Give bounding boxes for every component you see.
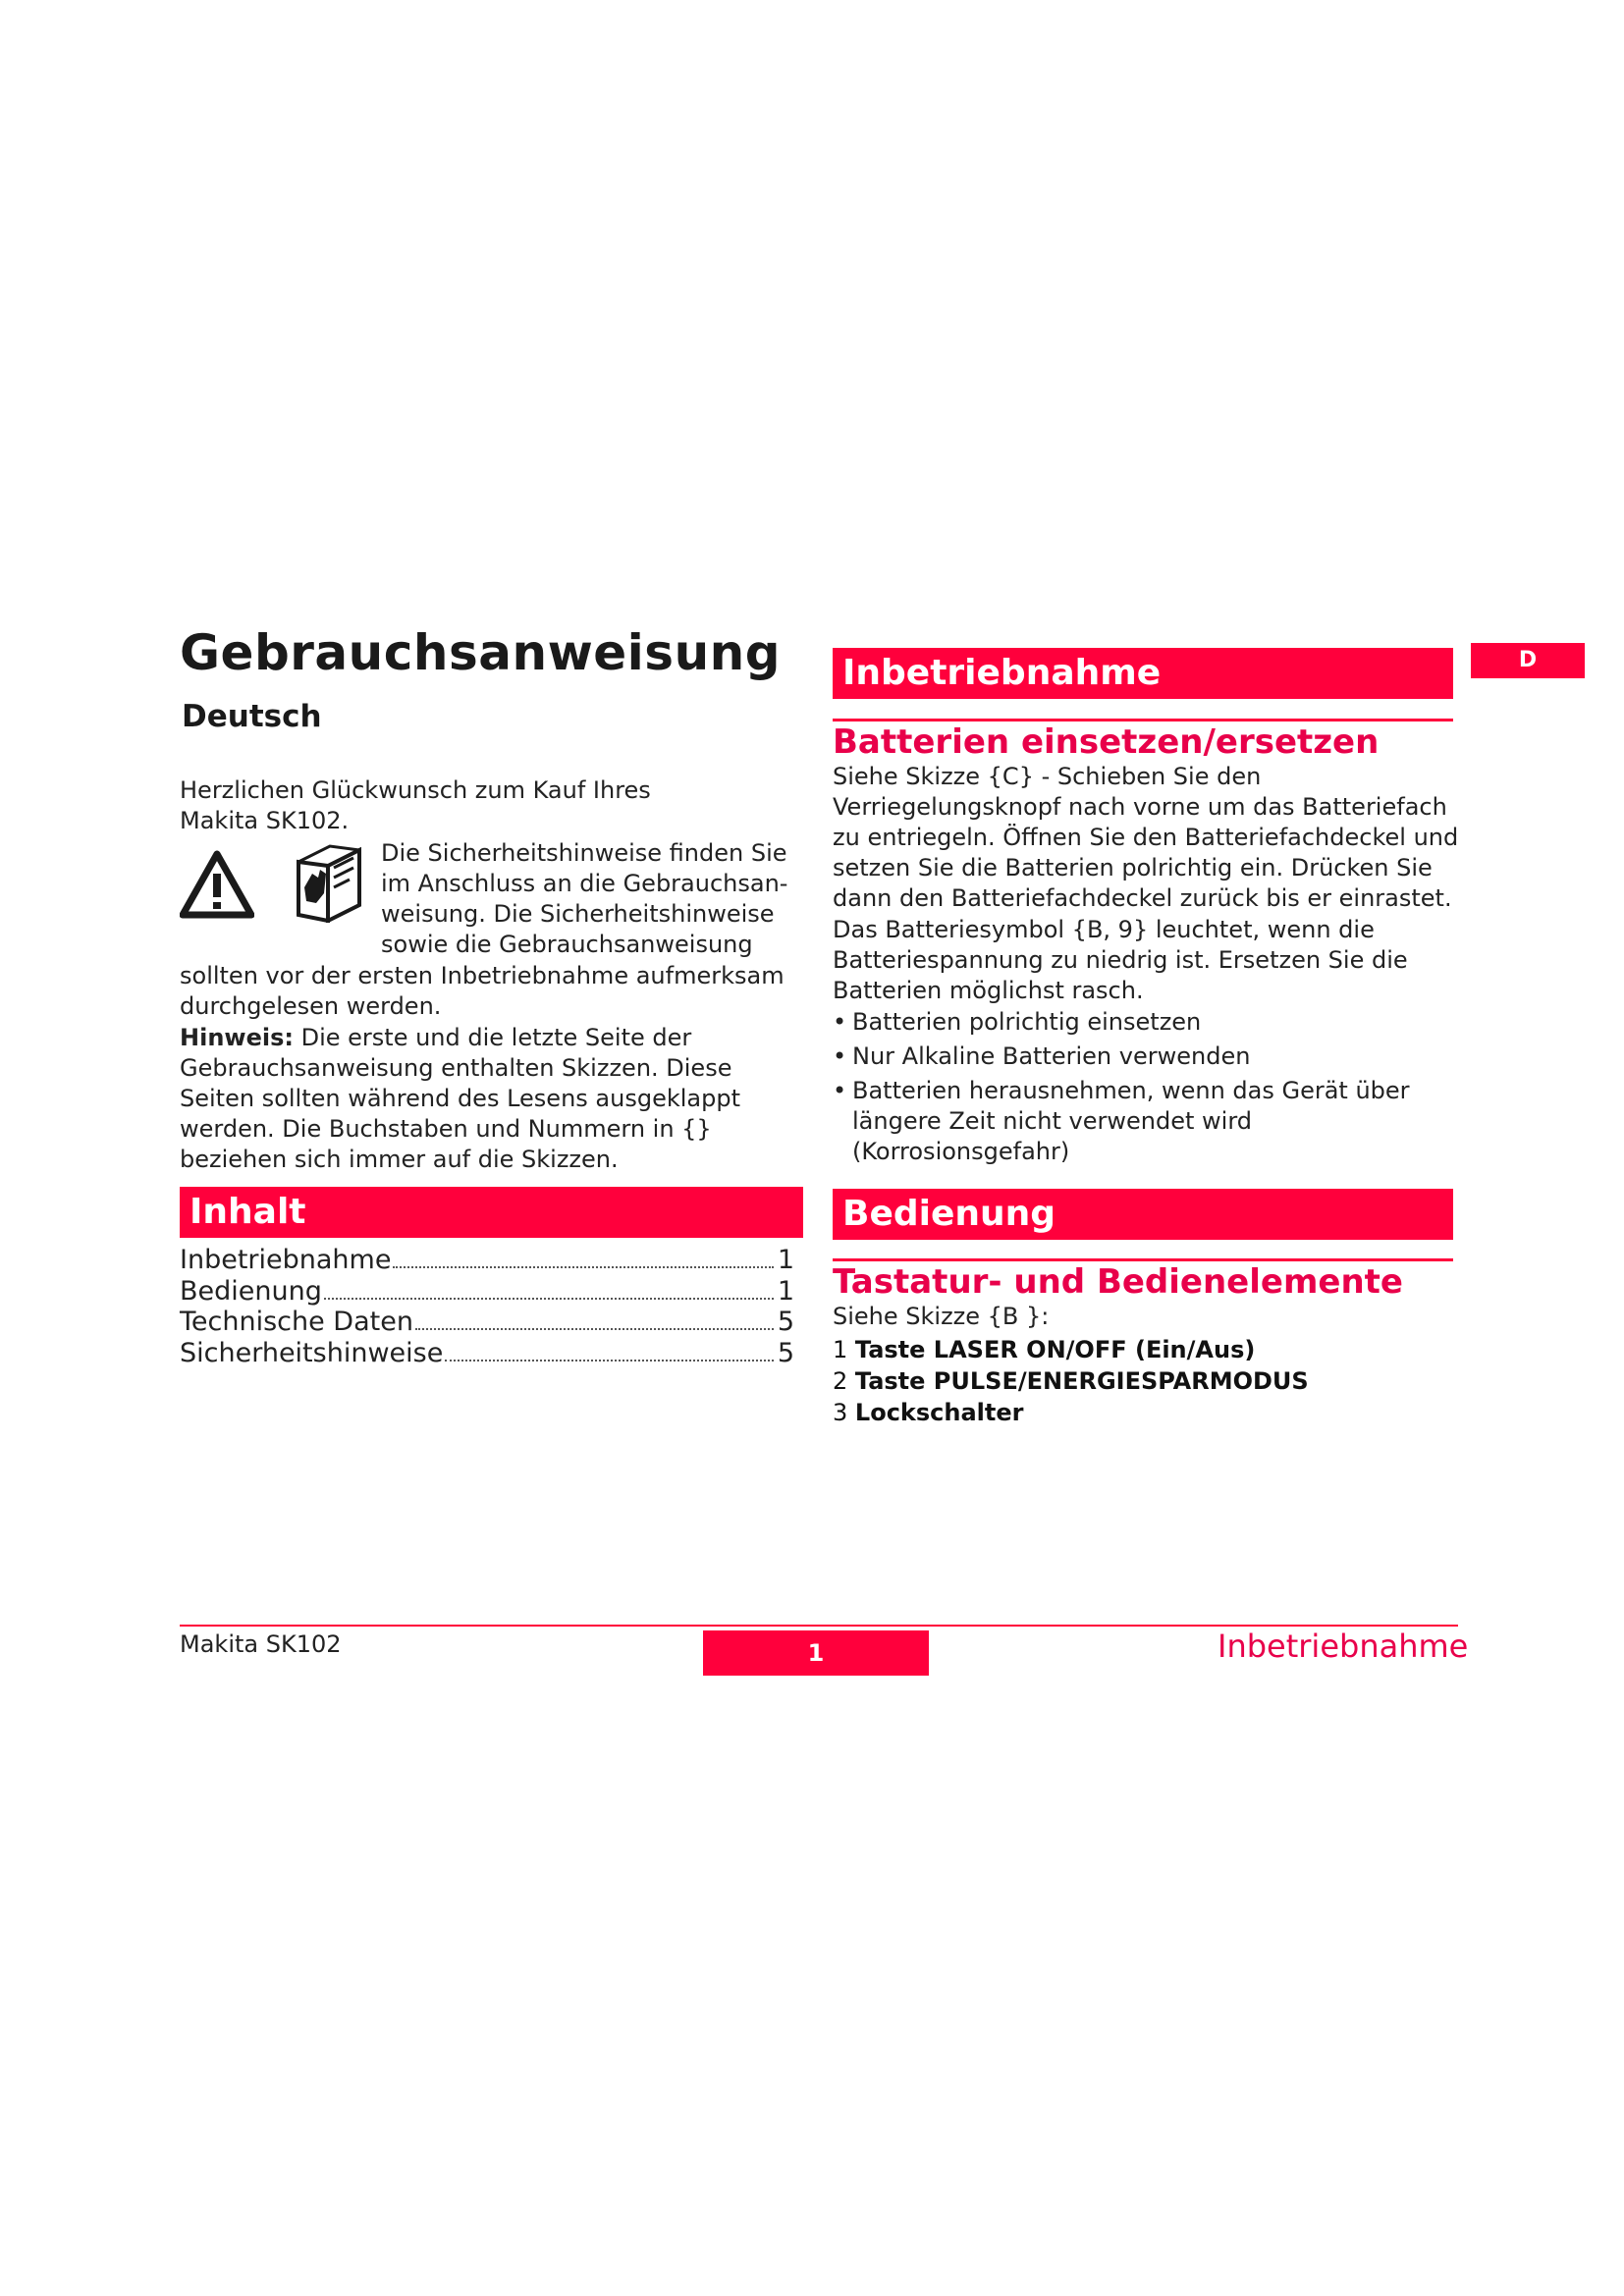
- keypad-item-label: Taste LASER ON/OFF (Ein/Aus): [854, 1336, 1256, 1363]
- toc-entry-sicherheitshinweise[interactable]: [180, 1338, 794, 1369]
- toc-leader: [445, 1360, 774, 1362]
- subsection-rule: [833, 719, 1453, 721]
- keypad-item-label: Taste PULSE/ENERGIESPARMODUS: [854, 1367, 1309, 1395]
- safety-notice-continued: sollten vor der ersten Inbetriebnahme aufmerksam durchgelesen werden.: [180, 962, 785, 1020]
- hint-text: Die erste und die letzte Seite der Gebrauchsanweisung enthalten Skizzen. Diese Seiten sollten während des Lesens ausgeklappt werden. Die Buchstaben und Nummern in {} beziehen sich immer auf die Skizzen.: [180, 1024, 740, 1173]
- list-item: • Batterien herausnehmen, wenn das Gerät über längere Zeit nicht verwendet wird (Korrosionsgefahr): [833, 1076, 1461, 1167]
- language-tab: D: [1471, 643, 1585, 678]
- safety-line: weisung. Die Sicherheitshinweise: [381, 900, 775, 928]
- safety-notice: [381, 838, 793, 960]
- warning-triangle-icon: [180, 850, 254, 919]
- section-header-bedienung: Bedienung: [833, 1189, 1453, 1240]
- hint-label: Hinweis:: [180, 1024, 294, 1051]
- list-item: [833, 1334, 1461, 1365]
- toc-entry-label: Technische Daten: [180, 1307, 413, 1337]
- toc-entry-label: Sicherheitshinweise: [180, 1337, 444, 1368]
- toc-entry-bedienung[interactable]: [180, 1276, 794, 1308]
- toc-entry-inbetriebnahme[interactable]: [180, 1245, 794, 1276]
- keypad-item-number: 3: [833, 1399, 848, 1426]
- safety-line: sowie die Gebrauchsanweisung: [381, 931, 753, 958]
- bullet-text: Batterien herausnehmen, wenn das Gerät über längere Zeit nicht verwendet wird (Korrosionsgefahr): [852, 1077, 1410, 1165]
- section-header-inbetriebnahme: Inbetriebnahme: [833, 648, 1453, 699]
- keypad-list: [833, 1334, 1461, 1428]
- toc-entry-page: 5: [777, 1337, 794, 1368]
- document-language: Deutsch: [182, 699, 322, 734]
- keypad-item-number: 1: [833, 1336, 848, 1363]
- toc-header: Inhalt: [180, 1187, 803, 1238]
- batteries-paragraph-1: Siehe Skizze {C} - Schieben Sie den Verriegelungsknopf nach vorne um das Batteriefach zu entriegeln. Öffnen Sie den Batteriefachdeckel und setzen Sie die Batterien polrichtig ein. Drücken Sie dann den Batteriefachdeckel zurück bis er einrastet.: [833, 763, 1459, 912]
- toc-entry-page: 1: [777, 1245, 794, 1275]
- footer-section-name: Inbetriebnahme: [1218, 1628, 1469, 1665]
- intro-text: [180, 775, 808, 836]
- toc-entry-label: Inbetriebnahme: [180, 1245, 392, 1275]
- keypad-item-number: 2: [833, 1367, 848, 1395]
- table-of-contents: [180, 1245, 794, 1368]
- safety-line: Die Sicherheitshinweise finden Sie: [381, 839, 787, 867]
- document-title: Gebrauchsanweisung: [180, 624, 782, 681]
- keypad-item-label: Lockschalter: [854, 1399, 1024, 1426]
- toc-entry-label: Bedienung: [180, 1275, 322, 1307]
- list-item: • Nur Alkaline Batterien verwenden: [833, 1041, 1461, 1072]
- list-item: [833, 1397, 1461, 1428]
- page-number: 1: [703, 1630, 929, 1676]
- footer-product-name: Makita SK102: [180, 1630, 342, 1658]
- toc-leader: [415, 1328, 774, 1330]
- footer-rule: [180, 1625, 1458, 1627]
- toc-entry-technische-daten[interactable]: [180, 1307, 794, 1338]
- list-item: [833, 1365, 1461, 1397]
- list-item: • Batterien polrichtig einsetzen: [833, 1007, 1461, 1038]
- toc-entry-page: 1: [777, 1275, 794, 1307]
- subsection-heading-tastatur: Tastatur- und Bedienelemente: [833, 1262, 1403, 1302]
- batteries-paragraph-2: Das Batteriesymbol {B, 9} leuchtet, wenn die Batteriespannung zu niedrig ist. Ersetzen Sie die Batterien möglichst rasch.: [833, 916, 1408, 1004]
- intro-line-1: Herzlichen Glückwunsch zum Kauf Ihres: [180, 776, 651, 804]
- subsection-heading-batterien: Batterien einsetzen/ersetzen: [833, 722, 1380, 762]
- bullet-text: Batterien polrichtig einsetzen: [852, 1008, 1202, 1036]
- toc-leader: [324, 1298, 774, 1300]
- intro-line-2: Makita SK102.: [180, 807, 350, 834]
- keypad-reference: Siehe Skizze {B }:: [833, 1303, 1050, 1330]
- read-manual-icon: [291, 844, 367, 923]
- bullet-text: Nur Alkaline Batterien verwenden: [852, 1042, 1251, 1070]
- batteries-bullet-list: [833, 1007, 1461, 1171]
- toc-entry-page: 5: [777, 1307, 794, 1337]
- hint-paragraph: [180, 1023, 808, 1175]
- subsection-rule: [833, 1258, 1453, 1261]
- safety-line: im Anschluss an die Gebrauchsan-: [381, 870, 788, 897]
- toc-leader: [393, 1266, 773, 1268]
